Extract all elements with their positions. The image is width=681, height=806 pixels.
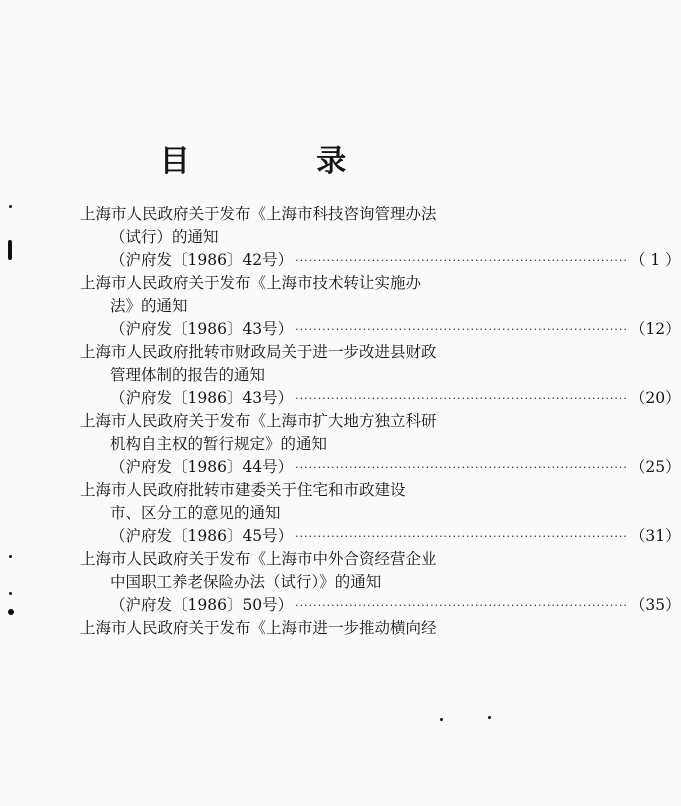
toc-entry-reference bbox=[80, 594, 681, 617]
dot-leader: ·········································································· bbox=[295, 530, 628, 543]
doc-number: （沪府发〔1986〕43号） bbox=[110, 389, 294, 407]
toc-entry-title-cont: （试行）的通知 bbox=[110, 228, 219, 246]
page-title: 目 录 bbox=[159, 144, 405, 179]
dot-leader: ·········································································· bbox=[295, 461, 628, 474]
toc-entry-title-cont: 机构自主权的暂行规定》的通知 bbox=[110, 435, 328, 453]
toc-entry-reference bbox=[80, 525, 681, 548]
page-number: （31） bbox=[629, 527, 681, 545]
toc-entry-title: 上海市人民政府批转市财政局关于进一步改进县财政 bbox=[80, 343, 437, 361]
toc-entry-reference bbox=[80, 387, 681, 410]
dot-leader: ·········································································· bbox=[295, 599, 628, 612]
toc-entry-reference bbox=[80, 318, 681, 341]
toc-entry-title-cont: 法》的通知 bbox=[110, 297, 188, 315]
scan-speck bbox=[8, 609, 14, 615]
toc-entry-title: 上海市人民政府关于发布《上海市技术转让实施办 bbox=[80, 274, 422, 292]
doc-number: （沪府发〔1986〕50号） bbox=[110, 596, 294, 614]
doc-number: （沪府发〔1986〕44号） bbox=[110, 458, 294, 476]
doc-number: （沪府发〔1986〕43号） bbox=[110, 320, 294, 338]
page-number: （20） bbox=[629, 389, 681, 407]
page-number: （35） bbox=[629, 596, 681, 614]
page-number: （25） bbox=[629, 458, 681, 476]
scan-speck bbox=[9, 592, 12, 595]
table-of-contents bbox=[80, 203, 681, 640]
page-number: （ 1 ） bbox=[629, 251, 681, 269]
toc-entry-title: 上海市人民政府关于发布《上海市中外合资经营企业 bbox=[80, 550, 437, 568]
doc-number: （沪府发〔1986〕42号） bbox=[110, 251, 294, 269]
toc-entry-title: 上海市人民政府关于发布《上海市进一步推动横向经 bbox=[80, 619, 437, 637]
toc-entry-reference bbox=[80, 249, 681, 272]
scan-speck bbox=[8, 240, 12, 260]
toc-entry-title-cont: 中国职工养老保险办法（试行）》的通知 bbox=[110, 573, 382, 591]
scan-speck bbox=[9, 555, 12, 558]
page-number: （12） bbox=[629, 320, 681, 338]
doc-number: （沪府发〔1986〕45号） bbox=[110, 527, 294, 545]
dot-leader: ·········································································· bbox=[295, 392, 628, 405]
toc-entry-title: 上海市人民政府关于发布《上海市扩大地方独立科研 bbox=[80, 412, 437, 430]
toc-entry-title-cont: 市、区分工的意见的通知 bbox=[110, 504, 281, 522]
scan-speck bbox=[440, 718, 443, 721]
toc-entry-title: 上海市人民政府关于发布《上海市科技咨询管理办法 bbox=[80, 205, 437, 223]
toc-entry-title: 上海市人民政府批转市建委关于住宅和市政建设 bbox=[80, 481, 406, 499]
scan-speck bbox=[488, 716, 491, 719]
scan-speck bbox=[9, 205, 12, 208]
dot-leader: ·········································································· bbox=[295, 323, 628, 336]
toc-entry-reference bbox=[80, 456, 681, 479]
toc-entry-title-cont: 管理体制的报告的通知 bbox=[110, 366, 266, 384]
dot-leader: ·········································································· bbox=[295, 254, 628, 267]
